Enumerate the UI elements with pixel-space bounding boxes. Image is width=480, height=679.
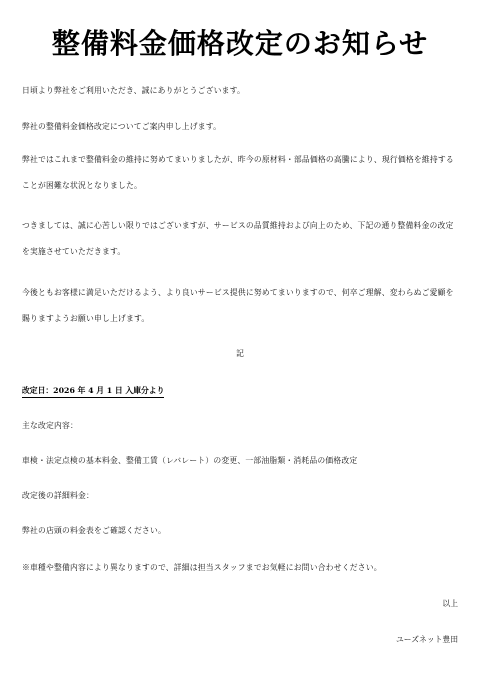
reason-paragraph: 弊社ではこれまで整備料金の維持に努めてまいりましたが、昨今の原材料・部品価格の高騰により、現行価格を維持することが困難な状況となりました。 bbox=[22, 155, 454, 190]
page-title: 整備料金価格改定のお知らせ bbox=[51, 27, 429, 60]
closing-paragraph: 今後ともお客様に満足いただけるよう、より良いサービス提供に努めてまいりますので、何卒ご理解、変わらぬご愛顧を賜りますようお願い申し上げます。 bbox=[22, 288, 454, 323]
ijou-label: 以上 bbox=[442, 599, 458, 608]
intro-paragraph: 弊社の整備料金価格改定についてご案内申し上げます。 bbox=[22, 122, 222, 131]
greeting-paragraph: 日頃より弊社をご利用いただき、誠にありがとうございます。 bbox=[22, 86, 245, 95]
main-changes-label: 主な改定内容： bbox=[22, 421, 78, 430]
note-text: ※車種や整備内容により異なりますので、詳細は担当スタッフまでお気軽にお問い合わせください。 bbox=[22, 563, 382, 572]
ki-label: 記 bbox=[236, 349, 244, 358]
detail-price-content: 弊社の店頭の料金表をご確認ください。 bbox=[22, 526, 166, 535]
decision-paragraph: つきましては、誠に心苦しい限りではございますが、サービスの品質維持および向上のため、下記の通り整備料金の改定を実施させていただきます。 bbox=[22, 221, 454, 256]
company-name: ユーズネット豊田 bbox=[396, 635, 458, 644]
main-changes-content: 車検・法定点検の基本料金、整備工賃（レバレート）の変更、一部油脂類・消耗品の価格改定 bbox=[22, 456, 358, 465]
effective-date: 改定日：2026 年 4 月 1 日 入庫分より bbox=[22, 385, 164, 398]
detail-price-label: 改定後の詳細料金： bbox=[22, 491, 94, 500]
